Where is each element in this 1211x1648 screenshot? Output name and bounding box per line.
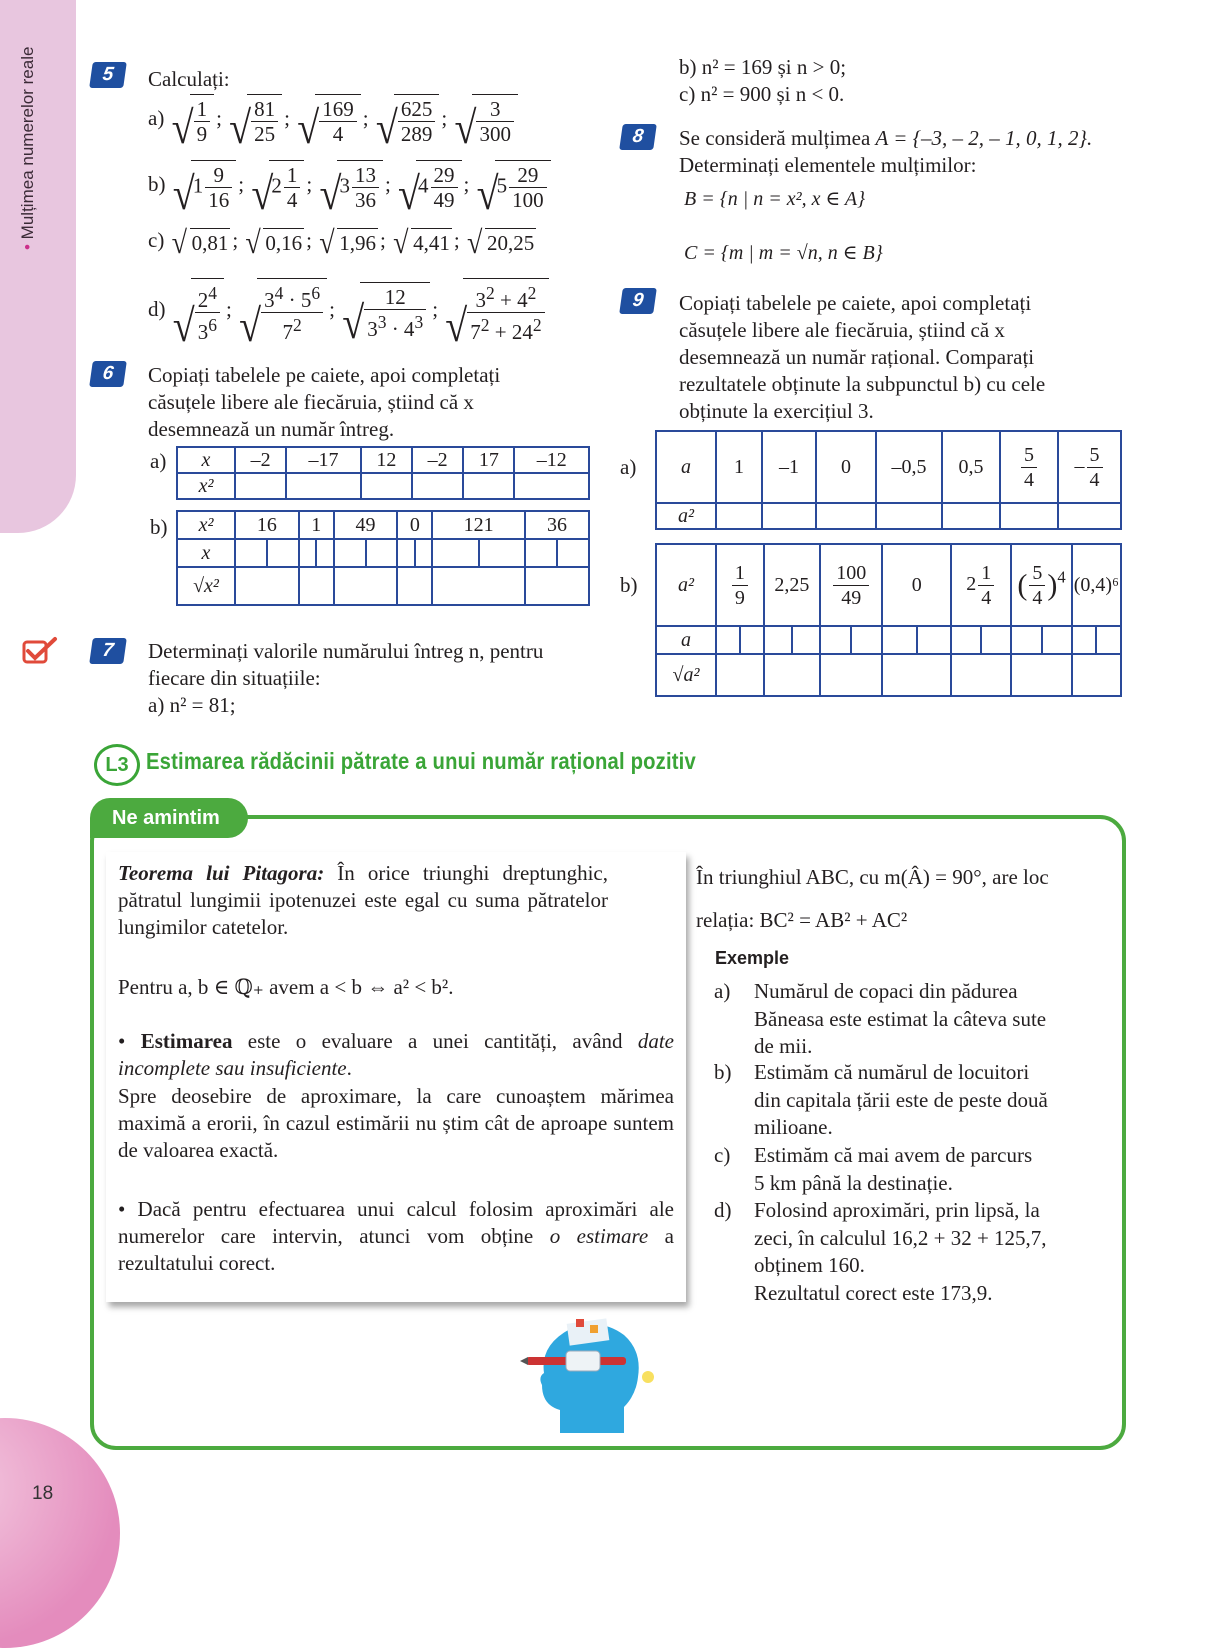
exercise-6-line-3: desemnează un număr întreg. — [148, 417, 395, 441]
lesson-title: Estimarea rădăcinii pătrate a unui număr rațional pozitiv — [146, 748, 696, 774]
exercise-9-line-5: obținute la exercițiul 3. — [679, 399, 874, 423]
exercise-8-set-b: B = {n | n = x², x ∈ A} — [684, 188, 866, 210]
exercise-9b-table: a² $\frac{1}{9}$ 2,25 $\frac{100}{49}$ 0 2 $\frac{1}{4}$ ( $\frac{5}{4}$ )$^4$ (0,4)⁶ a √a² — [655, 543, 1122, 697]
example-b: b) Estimăm că numărul de locuitori din capitala țării este de peste două milioane. — [714, 1060, 1048, 1139]
exercise-9a-table: a 1 –1 0 –0,5 0,5 $\frac{5}{4}$ – $\frac{5}{4}$ a² — [655, 430, 1122, 530]
exercise-9b-label: b) — [620, 573, 638, 597]
triangle-line-2: relația: BC² = AB² + AC² — [696, 908, 908, 932]
page-number: 18 — [32, 1483, 54, 1504]
remember-tab: Ne amintim — [90, 798, 248, 838]
exercise-7b: b) n² = 169 și n > 0; — [679, 55, 847, 79]
exercise-7c: c) n² = 900 și n < 0. — [679, 82, 845, 106]
exercise-9-line-2: căsuțele libere ale fiecăruia, știind că x — [679, 318, 1005, 342]
examples-title: Exemple — [715, 948, 790, 968]
example-d: d) Folosind aproximări, prin lipsă, la zeci, în calculul 16,2 + 32 + 125,7, obținem 160. Rezultatul corect este 173,9. — [714, 1198, 1047, 1305]
exercise-6b-table: x² 16 1 49 0 121 36 x √x² — [176, 510, 590, 606]
exercise-6-badge: 6 — [89, 361, 127, 387]
exercise-6-line-2: căsuțele libere ale fiecăruia, știind că x — [148, 390, 474, 414]
lesson-badge: L3 — [94, 744, 140, 786]
exercise-8-line-2: Determinați elementele mulțimilor: — [679, 153, 977, 177]
exercise-8-line-1: Se consideră mulțimea A = {–3, – 2, – 1, 0, 1, 2}. — [679, 126, 1093, 150]
page-corner-decoration — [0, 1418, 120, 1648]
exercise-5d: d) √ $\frac{2^4}{3^6}$ ; √ $\frac{3^4 \cdot 5^6}{7^2}$ ; √ $\frac{12}{3^3 \cdot 4^3}$ ; √ $\frac{3^2 + 4^2}{7^2 + 24^2}$ — [148, 278, 551, 344]
exercise-9-line-1: Copiați tabelele pe caiete, apoi completați — [679, 291, 1032, 315]
exercise-9-badge: 9 — [619, 288, 657, 314]
estimation-approx: • Dacă pentru efectuarea unui calcul folosim aproximări ale numerelor care intervin, atunci vom obține o estimare a rezultatului corect. — [118, 1197, 674, 1275]
exercise-5-title: Calculați: — [148, 67, 230, 91]
order-property: Pentru a, b ∈ ℚ₊ avem a < b ⇔ a² < b². — [118, 975, 454, 999]
side-tab — [0, 0, 76, 533]
exercise-7-badge: 7 — [89, 638, 127, 664]
exercise-6a-label: a) — [150, 449, 167, 473]
exercise-9-line-3: desemnează un număr rațional. Comparați — [679, 345, 1035, 369]
checkbox-icon — [22, 636, 58, 666]
estimation-definition: • Estimarea este o evaluare a unei cantități, având date incomplete sau insuficiente. — [118, 1029, 674, 1080]
exercise-7a: a) n² = 81; — [148, 693, 236, 717]
exercise-9a-label: a) — [620, 455, 637, 479]
exercise-9-line-4: rezultatele obținute la subpunctul b) cu cele — [679, 372, 1046, 396]
pythagoras-theorem: Teorema lui Pitagora: În orice triunghi dreptunghic, pătratul lungimii ipotenuzei este egal cu suma pătratelor lungimilor catetelor. — [118, 861, 609, 939]
exercise-7-line-2: fiecare din situațiile: — [148, 666, 321, 690]
exercise-8-badge: 8 — [619, 124, 657, 150]
exercise-6-line-1: Copiați tabelele pe caiete, apoi completați — [148, 363, 501, 387]
example-c: c) Estimăm că mai avem de parcurs 5 km până la destinație. — [714, 1143, 1033, 1195]
exercise-6a-table: x –2 –17 12 –2 17 –12 x² — [176, 446, 590, 500]
exercise-5c: c) √ 0,81 ; √ 0,16 ; √ 1,96 ; √ 4,41 ; √ 20,25 — [148, 225, 535, 262]
estimation-difference: Spre deosebire de aproximare, la care cunoaștem mărimea maximă a erorii, în cazul estimării nu știm cât de aproape suntem de valoarea exactă. — [118, 1084, 674, 1162]
exercise-6b-label: b) — [150, 515, 168, 539]
triangle-line-1: În triunghiul ABC, cu m(Â) = 90°, are loc — [696, 865, 1049, 889]
exercise-8-set-c: C = {m | m = √n, n ∈ B} — [684, 242, 883, 264]
exercise-7-line-1: Determinați valorile numărului întreg n, pentru — [148, 639, 544, 663]
thinking-head-illustration — [520, 1315, 660, 1435]
exercise-5a: a) √ $\frac{1}{9}$ ; √ $\frac{81}{25}$ ; √ $\frac{169}{4}$ ; √ $\frac{625}{289}$ ; √ $\frac{3}{300}$ — [148, 94, 520, 146]
example-a: a) Numărul de copaci din pădurea Băneasa este estimat la câteva sute de mii. — [714, 979, 1047, 1058]
exercise-5-badge: 5 — [89, 62, 127, 88]
exercise-5b: b) √ 1 $\frac{9}{16}$ ; √ 2 $\frac{1}{4}$ ; √ 3 $\frac{13}{36}$ ; √ 4 $\frac{29}{49}$ ; √ 5 $\frac{29}{100}$ — [148, 160, 553, 212]
chapter-label: • Mulțimea numerelor reale — [18, 46, 37, 250]
